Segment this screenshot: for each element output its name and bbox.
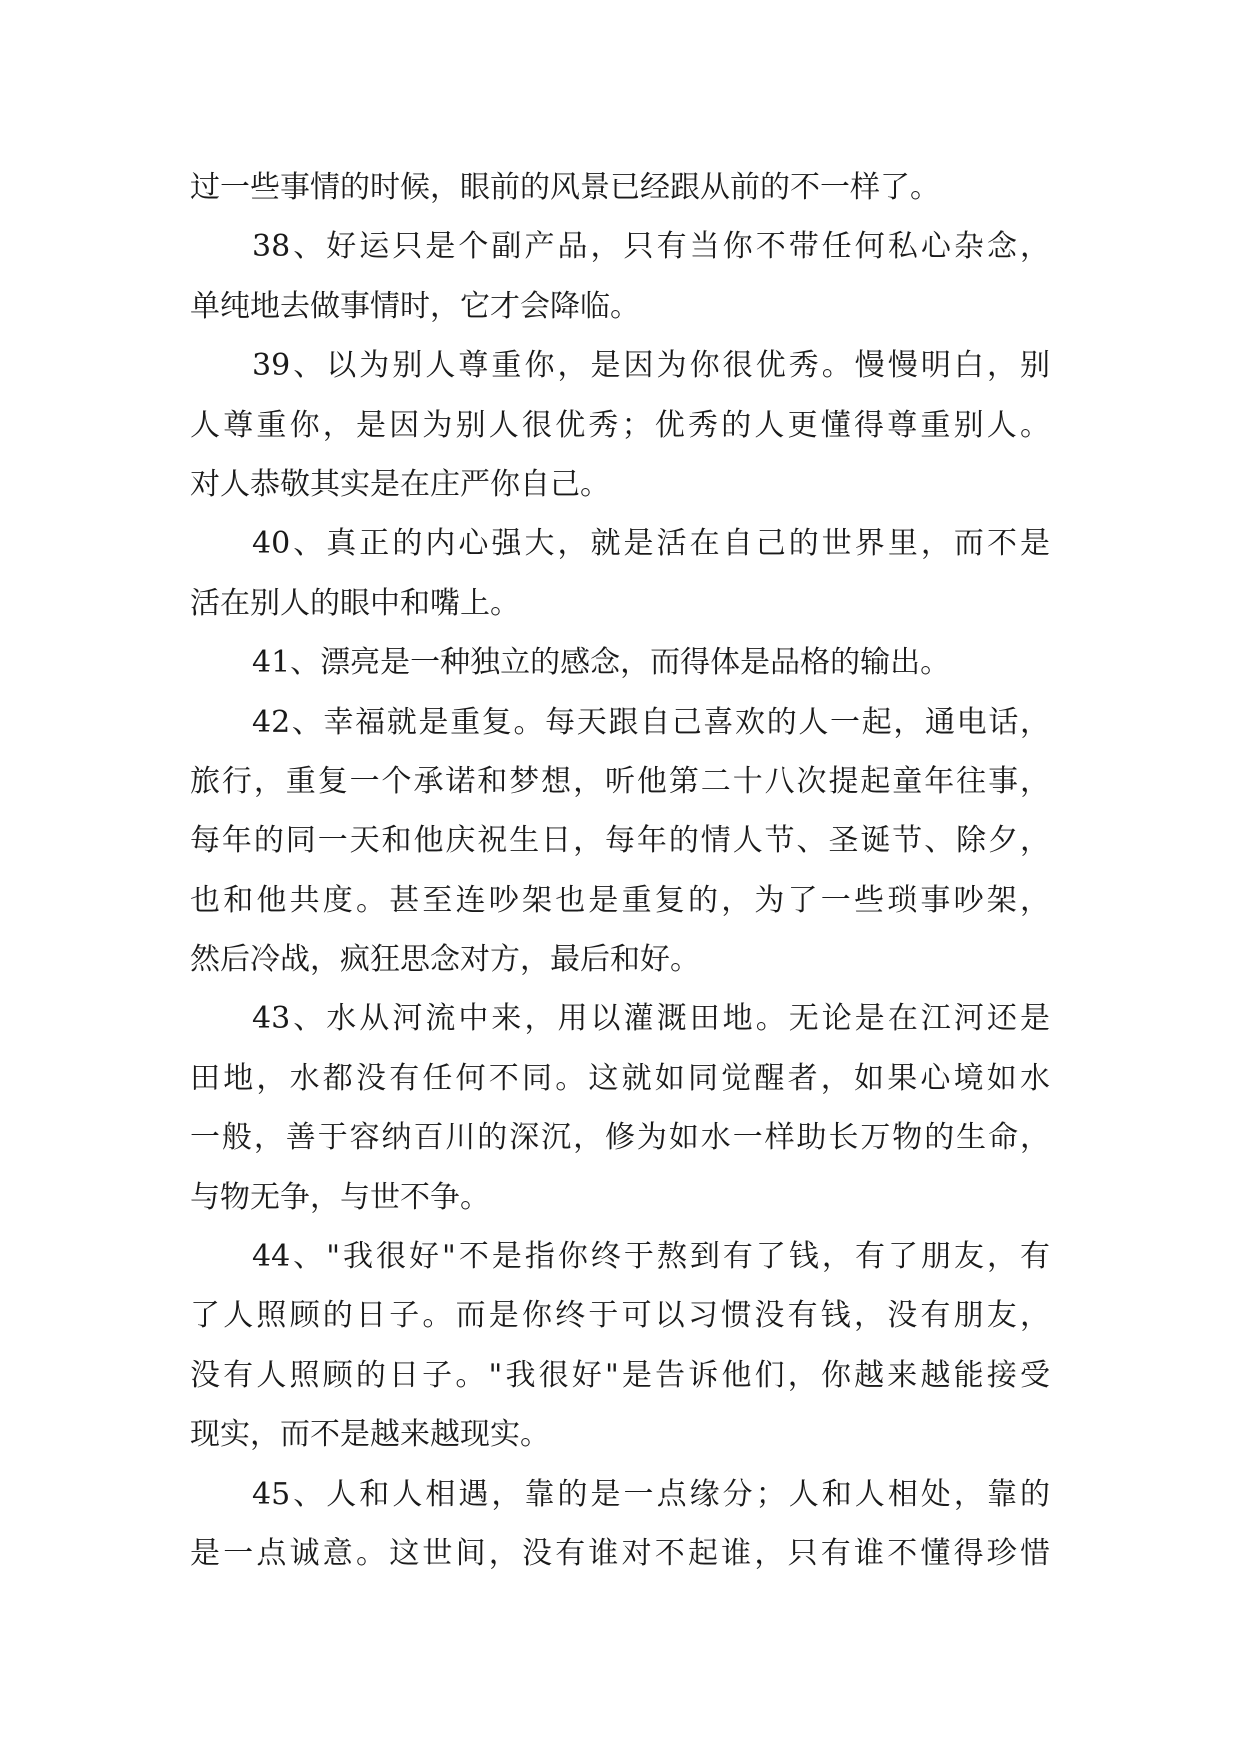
body-text [190, 158, 1050, 1583]
text-line: 现实，而不是越来越现实。 [190, 1417, 550, 1453]
text-line: 40、真正的内心强大，就是活在自己的世界里，而不是 [252, 526, 1050, 562]
text-line: 42、幸福就是重复。每天跟自己喜欢的人一起，通电话， [252, 704, 1050, 740]
text-line: 45、人和人相遇，靠的是一点缘分；人和人相处，靠的 [252, 1476, 1050, 1512]
text-line: 41、漂亮是一种独立的感念，而得体是品格的输出。 [252, 645, 951, 681]
text-line: 一般，善于容纳百川的深沉，修为如水一样助长万物的生命， [190, 1120, 1050, 1156]
text-line: 旅行，重复一个承诺和梦想，听他第二十八次提起童年往事， [190, 763, 1050, 799]
text-line: 38、好运只是个副产品，只有当你不带任何私心杂念， [252, 229, 1050, 265]
text-line: 39、以为别人尊重你，是因为你很优秀。慢慢明白，别 [252, 348, 1050, 384]
text-line: 43、水从河流中来，用以灌溉田地。无论是在江河还是 [252, 1001, 1050, 1037]
text-line: 每年的同一天和他庆祝生日，每年的情人节、圣诞节、除夕， [190, 823, 1050, 859]
text-line: 人尊重你，是因为别人很优秀；优秀的人更懂得尊重别人。 [190, 407, 1050, 443]
text-line: 与物无争，与世不争。 [190, 1179, 490, 1215]
text-line: 44、"我很好"不是指你终于熬到有了钱，有了朋友，有 [252, 1239, 1050, 1275]
text-line: 田地，水都没有任何不同。这就如同觉醒者，如果心境如水 [190, 1060, 1050, 1096]
text-line: 对人恭敬其实是在庄严你自己。 [190, 466, 610, 502]
text-line: 了人照顾的日子。而是你终于可以习惯没有钱，没有朋友， [190, 1298, 1050, 1334]
text-line: 是一点诚意。这世间，没有谁对不起谁，只有谁不懂得珍惜 [190, 1535, 1050, 1571]
text-line: 没有人照顾的日子。"我很好"是告诉他们，你越来越能接受 [190, 1357, 1050, 1393]
text-line: 过一些事情的时候，眼前的风景已经跟从前的不一样了。 [190, 170, 940, 205]
text-line: 活在别人的眼中和嘴上。 [190, 585, 520, 621]
text-line: 也和他共度。甚至连吵架也是重复的，为了一些琐事吵架， [190, 882, 1050, 918]
text-line: 然后冷战，疯狂思念对方，最后和好。 [190, 942, 700, 978]
text-line: 单纯地去做事情时，它才会降临。 [190, 288, 640, 324]
